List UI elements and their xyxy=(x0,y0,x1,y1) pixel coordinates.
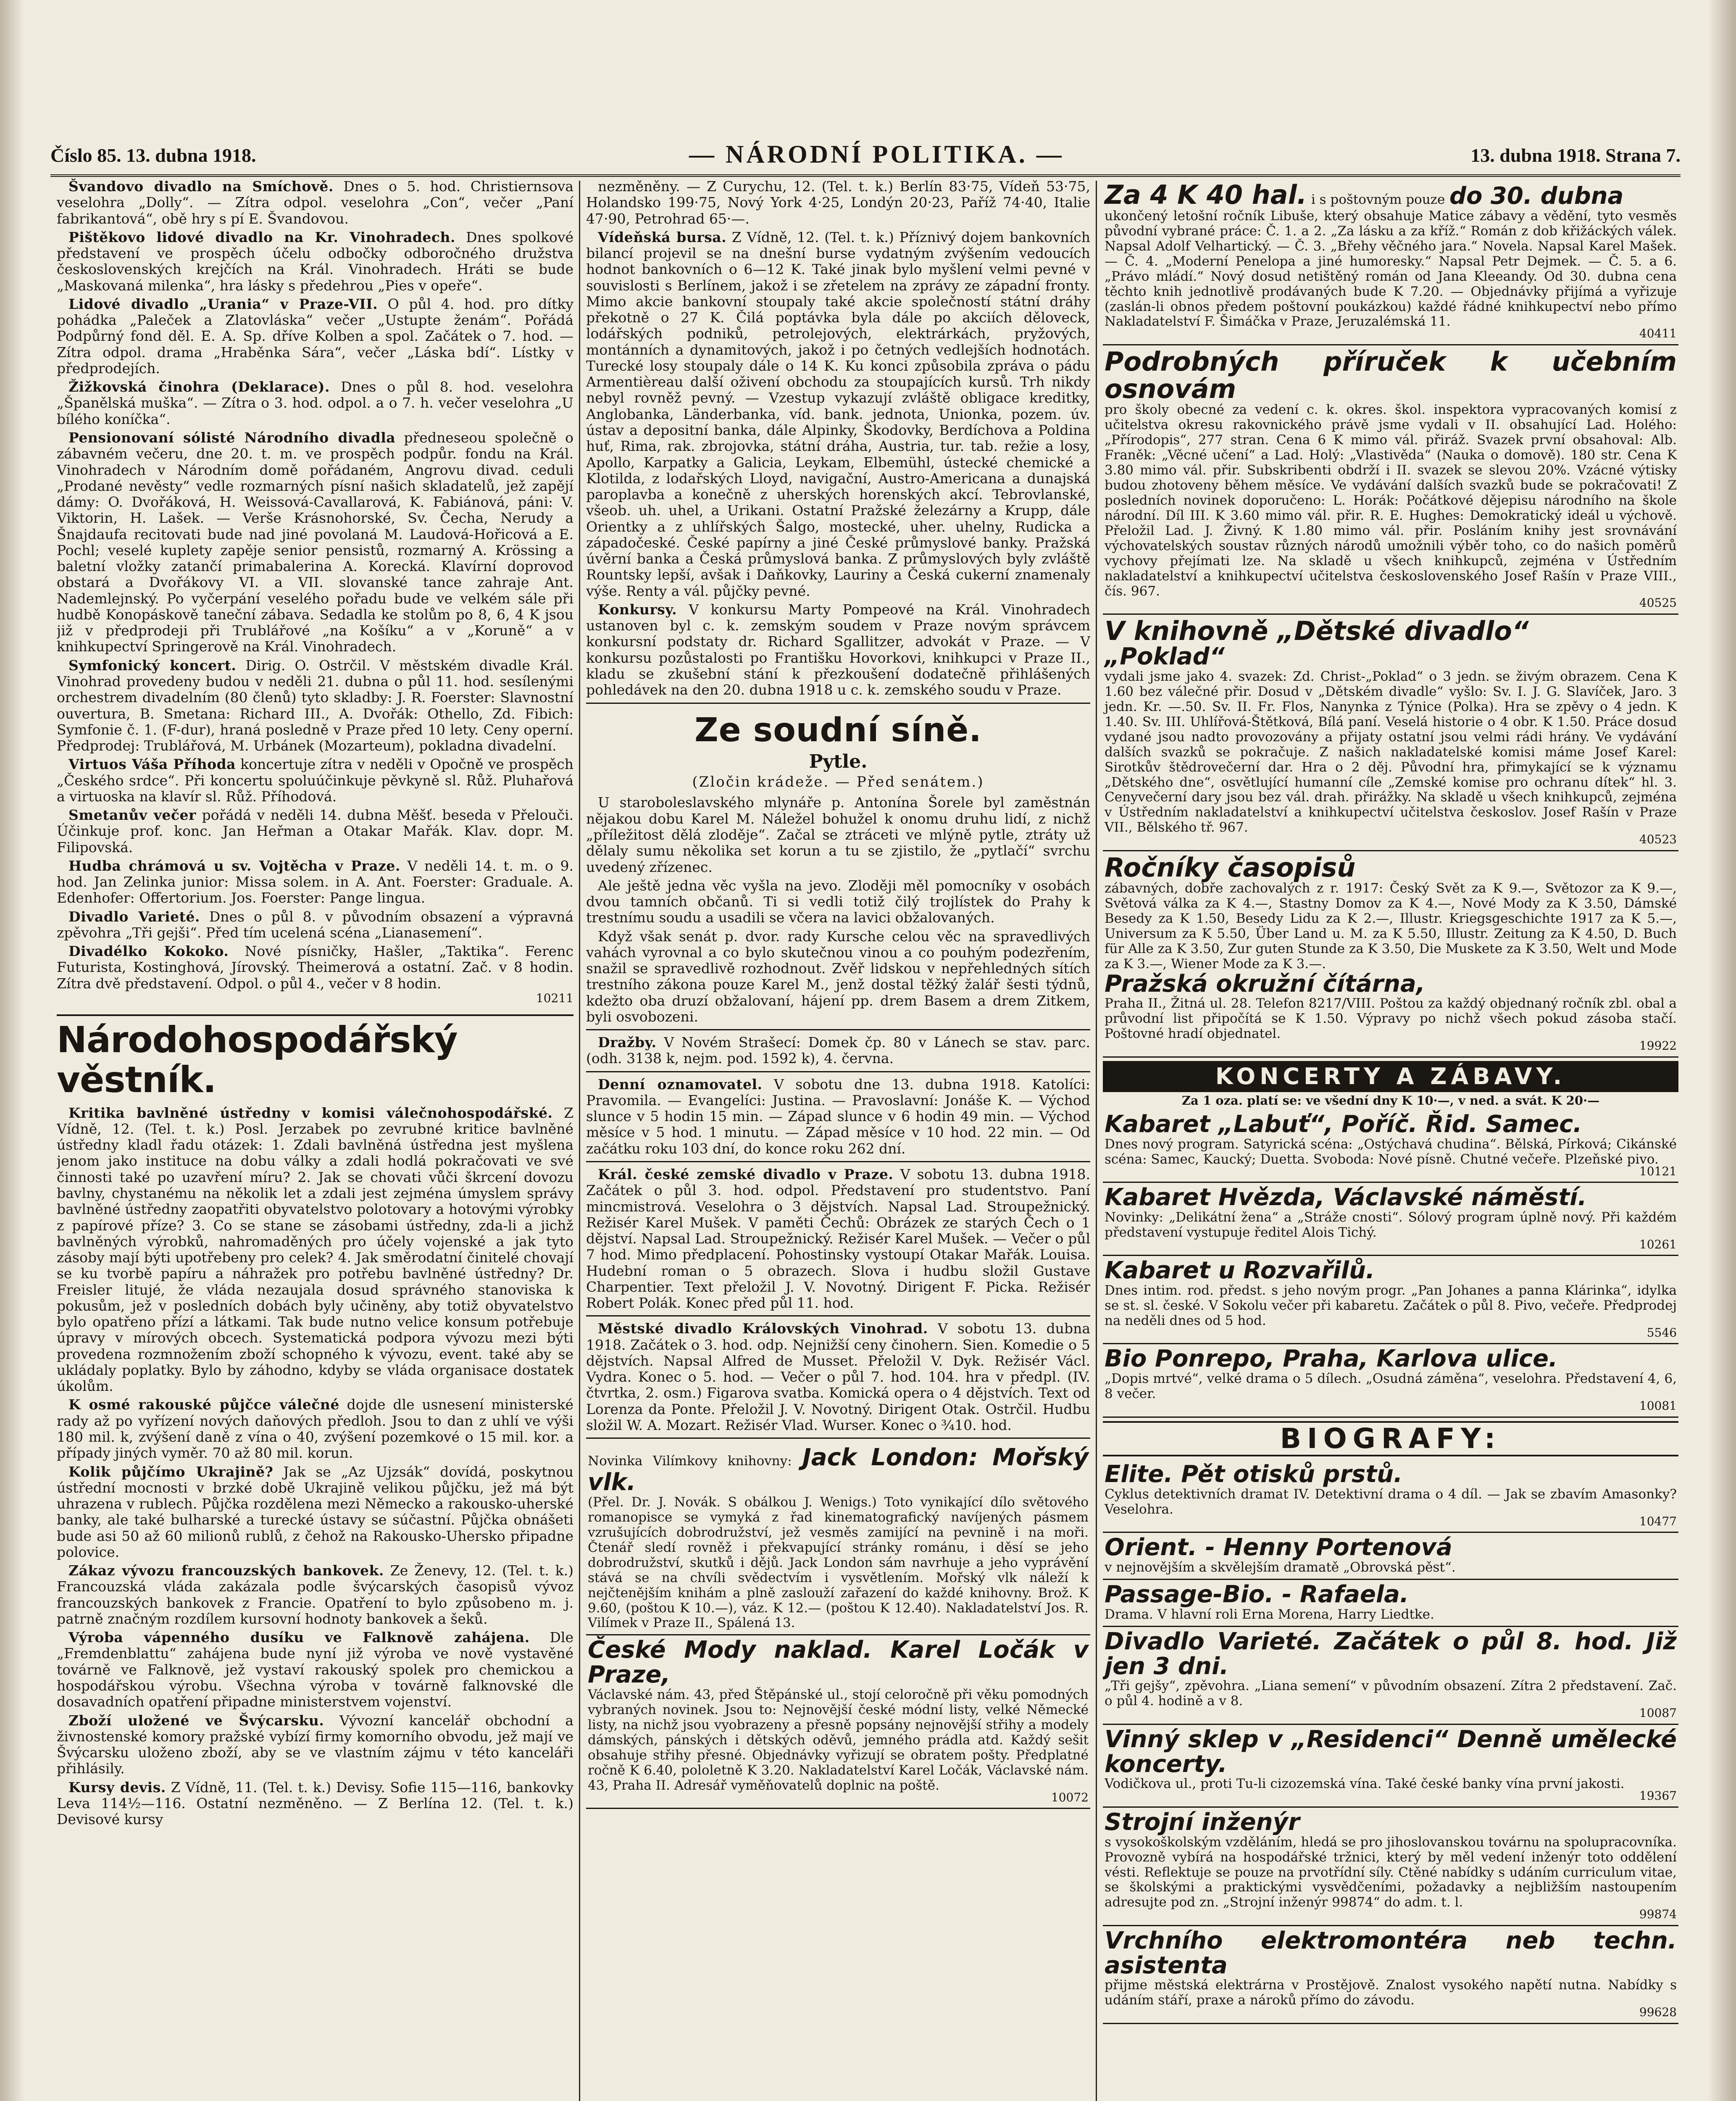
venue-name: Divadlo Varieté. Začátek o půl 8. hod. Již jen 3 dni. xyxy=(1105,1627,1677,1680)
venue-ad xyxy=(1103,1627,1678,1725)
venue-text: Novinky: „Delikátní žena“ a „Stráže cnosti“. Sólový program úplně nový. Při každém představení vystupuje ředitel Alois Tichý. xyxy=(1105,1209,1677,1240)
ad-code: 19922 xyxy=(1639,1039,1677,1053)
finance-notice xyxy=(586,179,1090,227)
scan-edge-right xyxy=(1707,0,1736,2101)
notice-text: nezměněny. — Z Curychu, 12. (Tel. t. k.) Berlín 83·75, Vídeň 53·75, Holandsko 199·75, Nový York 4·25, Londýn 20·23, Paříž 74·40, Italie 47·90, Petrohrad 65·—. xyxy=(586,179,1090,227)
notice-text: O půl 4. hod. pro dítky pohádka „Paleček a Zlatovláska“ večer „Ustupte ženám“. Pořádá Podpůrný fond děl. E. A. Sp. dříve Kolben a spol. Začátek o 7. hod. — Zítra odpol. drama „Hraběnka Sára“, večer „Láska bdí“. Lístky v předprodejích. xyxy=(57,295,573,376)
economy-notice xyxy=(57,1105,573,1395)
theatre-notice xyxy=(57,909,573,941)
notice-text: V konkursu Marty Pompeové na Král. Vinohradech ustanoven byl c. k. zemským soudem v Praze novým správcem konkursní podstaty dr. Richard Sgallitzer, advokát v Praze. — V konkursu pozůstalosti po Františku Hovorkovi, knihkupci v Praze II., kladu se zkušební stání k přezkoušení dodatečně přihlášených pohledávek na den 20. dubna 1918 u c. k. zemského soudu v Praze. xyxy=(586,601,1090,698)
notice-headline: Pensionovaní sólisté Národního divadla xyxy=(68,429,396,446)
economy-notices xyxy=(57,1105,573,1828)
venue-ads xyxy=(1103,1110,1678,2024)
venue-text: „Dopis mrtvé“, velké drama o 5 dílech. „Osudná záměna“, veselohra. Představení 4, 6, 8 večer. xyxy=(1105,1371,1677,1402)
ad-headline-line xyxy=(1105,181,1677,209)
venue-text: přijme městská elektrárna v Prostějově. Znalost vysokého napětí nutna. Nabídky s udáním stáří, praxe a nároků přímo do závodu. xyxy=(1105,1977,1677,2008)
ad-code: 40525 xyxy=(1639,596,1677,610)
venue-text: v nejnovějším a skvělejším dramatě „Obrovská pěst“. xyxy=(1105,1560,1456,1575)
theatre-notice xyxy=(57,229,573,294)
theatre-notice xyxy=(57,756,573,805)
notice-text: Dnes o 5. hod. Christiernsova veselohra „Dolly“. — Zítra odpol. veselohra „Con“, večer „Paní fabrikantová“, obě hry s pí E. Švandovou. xyxy=(57,179,573,227)
venue-text: Drama. V hlavní roli Erna Morena, Harry Liedtke. xyxy=(1105,1606,1434,1622)
notice-headline: Kritika bavlněné ústředny v komisi válečnohospodářské. xyxy=(68,1104,553,1121)
page-number: 13. dubna 1918. Strana 7. xyxy=(1470,145,1681,166)
ad-ad2 xyxy=(1103,345,1678,615)
national-theatre-program: Král. české zemské divadlo v Praze. V sobotu 13. dubna 1918. Začátek o půl 3. hod. odpol. Představení pro studentstvo. Paní mincmistrová. Veselohra o 3 dějstvích. Napsal Lad. Stroupežnický. Režisér Karel Mušek. V paměti Čechů: Obrázek ze starých Čech o 1 dějství. Napsal Lad. Stroupežnický. Režisér Karel Mušek. — Večer o půl 7 hod. Mimo předplacení. Pohostinsky vystoupí Otakar Mařák. Louisa. Hudební roman o 5 obrazech. Slova i hudbu složil Gustave Charpentier. Text přeložil J. V. Novotný. Dirigent F. Picka. Režisér Robert Polák. Konec před půl 11. hod. xyxy=(586,1166,1090,1311)
divider xyxy=(586,1071,1090,1072)
ad-ad4 xyxy=(1103,851,1678,1058)
divider xyxy=(586,1315,1090,1316)
notice-headline: Virtuos Váša Příhoda xyxy=(68,756,236,773)
venue-name: Vinný sklep v „Residenci“ Denně umělecké koncerty. xyxy=(1105,1725,1677,1778)
notice-headline: Zákaz vývozu francouzských bankovek. xyxy=(68,1562,384,1579)
venue-text: Dnes nový program. Satyrická scéna: „Ostýchavá chudina“. Bělská, Pírková; Cikánské scéna: Samec, Kaucký; Duetta. Svoboda: Nové písně. Chutné večeře. Plzeňské pivo. xyxy=(1105,1136,1677,1167)
ad-headline: V knihovně „Dětské divadlo“ xyxy=(1105,615,1529,646)
auction-notice: Dražby. V Novém Strašecí: Domek čp. 80 v Lánech se stav. parc. (odh. 3138 k, nejm. pod. 1592 k), 4. června. xyxy=(586,1034,1090,1067)
notice-headline: Kolik půjčímo Ukrajině? xyxy=(68,1463,274,1480)
notice-headline: Pištěkovo lidové divadlo na Kr. Vinohradech. xyxy=(68,229,455,245)
court-paragraph: Když však senát p. dvor. rady Kursche celou věc na spravedlivých vahách vyrovnal a co bylo skutečnou vinou a co pouhým podezřením, snažil se spravedlivě rozhodnout. Zvěř lidskou v nepřehledných sítích trestního zákona pouze Karel M., jenž dostal těžký žalář šesti týdnů, kdežto oba druzí obžalovaní, hájení pp. drem Basem a drem Zitkem, byli osvobozeni. xyxy=(586,928,1090,1025)
court-paragraph: U staroboleslavského mlynáře p. Antonína Šorele byl zaměstnán nějakou dobu Karel M. Náležel bohužel k onomu druhu lidí, z nichž „příležitost dělá zloděje“. Začal se ztráceti ve mlýně pytle, ztráty už dělaly sumu několika set korun a tu se zjistilo, že „pytlačí“ svrchu uvedený zřízenec. xyxy=(586,794,1090,875)
notice-headline: Lidové divadlo „Urania“ v Praze-VII. xyxy=(68,295,378,312)
notice-headline: Symfonický koncert. xyxy=(68,657,237,674)
divider xyxy=(586,1161,1090,1162)
fashion-ad-locak: České Mody naklad. Karel Ločák v Praze, Václavské nám. 43, před Štěpánské ul., stojí celoročně při věku pomodných vybraných novinek. Jsou to: Nejnovější české módní listy, velké Německé listy, na nichž jsou vyobrazeny a přesně popsány nejnovější střihy a modely dámských, pánských i dětských oděvů, jemného prádla atd. Každý sešit obsahuje střihy přesné. Objednávky vyřizují se obratem pošty. Předplatné ročně K 6.40, pololetně K 3.20. Nakladatelství Karel Ločák, Václavské nám. 43, Praha II. Adresář vyměňovatelů doplnic na poště. 10072 xyxy=(586,1635,1090,1809)
ad-headline: Podrobných příruček k učebním osnovám xyxy=(1105,346,1677,404)
venue-ad xyxy=(1103,1926,1678,2024)
ad-code: 10087 xyxy=(1639,1706,1677,1720)
venue-ad xyxy=(1103,1256,1678,1344)
ad-code: 99874 xyxy=(1639,1907,1677,1922)
economy-notice xyxy=(57,1780,573,1828)
concerts-banner: KONCERTY A ZÁBAVY. xyxy=(1103,1061,1678,1093)
venue-name: Kabaret Hvězda, Václavské náměstí. xyxy=(1105,1184,1587,1211)
economy-notice xyxy=(57,1464,573,1561)
court-article-title: Pytle. xyxy=(809,750,868,772)
notice-text: Z Vídně, 12. (Tel. t. k.) Posl. Jerzabek po zevrubné kritice bavlněné ústředny kladl řadu otázek: 1. Zdali bavlněná ústředna jest myšlena jenom jako instituce na dobu války a zdali hodlá pokračovati ve své činnosti také po uzavření míru? 2. Jak se chovati vůči škrcení dovozu bavlny, chystanému na několik let a zdali jest zejména úmyslem správy bavlněné ústředny zaopatřiti obyvatelstvo polotovary a hotovými výrobky z papírové příze? 3. Co se stane se zásobami ústředny, zda-li a jichž bavlněných výrobků, nahromaděných pro účely vojenské a jak tyto zásoby mají býti upotřebeny pro celek? 4. Jak směrodatní činitelé chovají se ku tvorbě papíru a náhražek pro potřebu bavlněné ústředny? Dr. Freisler litujé, že vláda nezaujala dosud správného stanoviska k pokusům, jež v posledních dobách byly učiněny, aby totiž obyvatelstvo bylo opatřeno přízí a látkami. Tak bude nutno velice konsum potřebuje úpravy v mírových obcech. Systematická podpora vývozu mezi býti provedena rozmnožením zboží schopného k vývozu, event. také aby se ukládaly poplatky. Bylo by záhodno, kdyby se vláda organisace dostatek úkolům. xyxy=(57,1104,573,1395)
ad-code: 10081 xyxy=(1639,1399,1677,1413)
theatre-notice xyxy=(57,943,573,992)
notice-headline: Divadlo Varieté. xyxy=(68,908,200,925)
column-1 xyxy=(57,179,573,2101)
ad-code: 19367 xyxy=(1639,1789,1677,1803)
venue-name: Strojní inženýr xyxy=(1105,1808,1300,1836)
theatre-notice xyxy=(57,430,573,655)
column-2 xyxy=(586,179,1090,2101)
ad-subheadline: „Poklad“ xyxy=(1105,643,1225,671)
court-paragraph: Ale ještě jedna věc vyšla na jevo. Zloději měl pomocníky v osobách dvou tamních občanů. Ti si vedli totiž čilý trojlístek do Prahy k trestnímu soudu a usadili se včera na lavici obžalovaných. xyxy=(586,877,1090,926)
venue-ad xyxy=(1103,1808,1678,1926)
notice-headline: K osmé rakouské půjčce válečné xyxy=(68,1396,339,1413)
ad-code: 10261 xyxy=(1639,1237,1677,1251)
divider xyxy=(586,703,1090,704)
notice-text: Vývozní kancelář obchodní a živnostenské komory pražské vybízí firmy komorního obvodu, jež mají ve Švýcarsku uloženo zboží, aby se ve vlastním zájmu v této kanceláři přihlásily. xyxy=(57,1712,573,1777)
notice-text: koncertuje zítra v neděli v Opočně ve prospěch „Českého srdce“. Při koncertu spoluúčinkuje pěvkyně sl. Růž. Pluhařová a virtuoska na klavír sl. Růž. Příhodová. xyxy=(57,756,573,805)
venue-text: Cyklus detektivních dramat IV. Detektivní drama o 4 díl. — Jak se zbavím Amasonky? Veselohra. xyxy=(1105,1486,1677,1517)
daily-calendar: Denní oznamovatel. V sobotu dne 13. dubna 1918. Katolíci: Pravomila. — Evangelíci: Justina. — Pravoslavní: Jonáše K. — Východ slunce v 5 hodin 15 min. — Západ slunce v 6 hodin 49 min. — Východ měsíce v 5 hod. 1 minutu. — Západ měsíce v 10 hod. 22 min. — Od začátku roku 103 dní, do konce roku 262 dní. xyxy=(586,1076,1090,1157)
city-theatre-program: Městské divadlo Královských Vinohrad. V sobotu 13. dubna 1918. Začátek o 3. hod. odp. Nejnižší ceny činohern. Sien. Komedie o 5 dějstvích. Napsal Alfred de Musset. Přeložil V. Dyk. Režisér Václ. Vydra. Konec o 5. hod. — Večer o půl 7. hod. 104. hra v předpl. (IV. čtvrtka, 2. osm.) Figarova svatba. Komická opera o 4 dějstvích. Text od Lorenza da Ponte. Přeložil J. V. Novotný. Dirigent Otak. Ostrčil. Hudbu složil W. A. Mozart. Režisér Vlad. Wurser. Konec o ¾10. hod. xyxy=(586,1320,1090,1433)
notice-text: Ze Ženevy, 12. (Tel. t. k.) Francouzská vláda zakázala podle švýcarských časopisů vývoz francouzských bankovek z Francie. Opatření to bylo způsobeno m. j. patrně značným rozdílem kursovní hodnoty bankovek a šeků. xyxy=(57,1562,573,1627)
ad-code: 10121 xyxy=(1639,1164,1677,1178)
venue-name: Kabaret u Rozvařilů. xyxy=(1105,1257,1375,1285)
venue-ad xyxy=(1103,1580,1678,1627)
theatre-notice xyxy=(57,658,573,754)
theatre-notices xyxy=(57,179,573,1005)
venue-ad xyxy=(1103,1183,1678,1256)
venue-ad xyxy=(1103,1344,1678,1417)
notice-text: Dnes spolkové představení ve prospěch účelu odbočky odboročného družstva československých krejčích na Král. Vinohradech. Hráti se bude „Maskovaná milenka“, hra lásky s předehrou „Pies v opeře“. xyxy=(57,229,573,294)
finance-notices xyxy=(586,179,1090,698)
venue-text: s vysokoškolským vzděláním, hledá se pro jihoslovanskou továrnu na spolupracovníka. Provozně vybírá na hospodářské tržnici, který by měl vedení inženýr toto oddělení vésti. Reflektuje se pouze na prvotřídní síly. Ctěné nabídky s udáním curriculum vitae, se školskými a praktickými vysvědčeními, požadavky a nejbližším nastoupením adresujte pod zn. „Strojní inženýr 99874“ do adm. t. l. xyxy=(1105,1834,1677,1910)
economy-notice xyxy=(57,1630,573,1710)
notice-text: V neděli 14. t. m. o 9. hod. Jan Zelinka junior: Missa solem. in A. Ant. Foerster: Graduale. A. Edenhofer: Offertorium. Jos. Foerster: Pange lingua. xyxy=(57,857,573,906)
notice-headline: Výroba vápenného dusíku ve Falknově zahájena. xyxy=(68,1629,530,1646)
notice-text: Dnes o půl 8. v původním obsazení a výpravná zpěvohra „Tři gejši“. Před tím ucelená scéna „Lianasemení“. xyxy=(57,908,573,941)
notice-text: dojde dle usnesení ministerské rady až po vyřízení nových daňových předloh. Jsou to dan z uhlí ve výši 180 mil. k, zvýšení daně z vína o 40, zvýšení pozemkové o 15 mil. kor. a případy jiných vyměr. 70 až 80 mil. korun. xyxy=(57,1396,573,1461)
column-3 xyxy=(1103,179,1678,2101)
economy-notice xyxy=(57,1397,573,1461)
notice-text: Dle „Fremdenblattu“ zahájena bude nyní již výroba ve nově vystavěné továrně ve Falknově, jež vystaví rakouský spolek pro chemickou a hospodářskou výrobu. Všechna výroba v továrně falknovské dle dosavadních opatření připadne ministerstvem vojenství. xyxy=(57,1629,573,1710)
ad-subheadline: Pražská okružní čítárna, xyxy=(1105,970,1426,998)
ad-headline: Ročníky časopisů xyxy=(1105,852,1356,883)
ad-headline-line xyxy=(1105,617,1677,645)
notice-text: Dnes o půl 8. hod. veselohra „Španělská muška“. — Zítra o 3. hod. odpol. a o 7. h. večer veselohra „U bílého koníčka“. xyxy=(57,379,573,427)
ad-text: Praha II., Žitná ul. 28. Telefon 8217/VIII. Poštou za každý objednaný ročník zbl. obal a průvodní list připočítá se K 1.50. Výpravy po nichž všech pokud zásoba stačí. Poštovné hradí objednatel. xyxy=(1105,996,1677,1042)
notice-headline: Švandovo divadlo na Smíchově. xyxy=(68,179,334,195)
biograph-banner: BIOGRAFY: xyxy=(1103,1421,1678,1457)
court-section-title: Ze soudní síně. xyxy=(694,711,982,749)
venue-name: Passage-Bio. - Rafaela. xyxy=(1105,1581,1409,1609)
theatre-notice xyxy=(57,807,573,856)
court-article-body xyxy=(586,795,1090,1025)
economy-notice xyxy=(57,1713,573,1777)
theatre-notice xyxy=(57,179,573,227)
ad-code: 10211 xyxy=(536,991,573,1006)
venue-name: Vrchního elektromontéra neb techn. asistenta xyxy=(1105,1927,1677,1979)
venue-ad xyxy=(1103,1460,1678,1533)
notice-text: Nové písničky, Hašler, „Taktika“. Ferenc Futurista, Kostinghová, Jírovský. Theimerová a ostatní. Zač. v 8 hodin. Zítra dvě představení. Odpol. o půl 4., večer v 8 hodin. xyxy=(57,943,573,992)
venue-text: Vodičkova ul., proti Tu-li cizozemská vína. Také české banky vína první jakosti. xyxy=(1105,1776,1625,1792)
venue-ad xyxy=(1103,1110,1678,1183)
notice-text: Dirig. O. Ostrčil. V městském divadle Král. Vinohrad provedeny budou v neděli 21. dubna o půl 11. hod. sesílenými orchestrem divadelním (80 členů) tyto skladby: J. R. Foerster: Slavnostní ouvertura, B. Smetana: Richard III., A. Dvořák: Othello, Zd. Fibich: Symfonie č. 1. (F-dur), hraná posledně v Praze před 10 lety. Ceny operní. Předprodej: Trublářová, M. Urbánek (Mozarteum), pokladna divadelní. xyxy=(57,657,573,754)
economy-section-title: Národohospodářský věstník. xyxy=(57,1014,573,1100)
ad-headline: Jack London: Mořský vlk. xyxy=(588,1444,1089,1496)
book-ads xyxy=(1103,179,1678,1058)
notice-text: pořádá v neděli 14. dubna Měšť. beseda v Přelouči. Účinkuje prof. konc. Jan Heřman a Otakar Mařák. Klav. dopr. M. Filipovská. xyxy=(57,807,573,856)
divider xyxy=(586,1029,1090,1030)
venue-text: „Tři gejšy“, zpěvohra. „Liana semení“ v původním obsazení. Zítra 2 představení. Zač. o půl 4. hodině a v 8. xyxy=(1105,1678,1677,1709)
venue-name: Bio Ponrepo, Praha, Karlova ulice. xyxy=(1105,1345,1558,1373)
divider xyxy=(586,1438,1090,1439)
finance-notice xyxy=(586,602,1090,698)
theatre-notice xyxy=(57,379,573,427)
venue-name: Kabaret „Labuť“, Poříč. Řid. Samec. xyxy=(1105,1110,1582,1138)
concerts-price-note: Za 1 oza. platí se: ve všední dny K 10·—, v ned. a svát. K 20·— xyxy=(1181,1093,1600,1108)
ad-pretext: i s poštovným pouze xyxy=(1311,192,1445,207)
ad-headline-line xyxy=(1105,854,1677,881)
column-divider xyxy=(579,181,580,2101)
venue-name: Elite. Pět otisků prstů. xyxy=(1105,1461,1403,1488)
ad-text: vydali jsme jako 4. svazek: Zd. Christ-„Poklad“ o 3 jedn. se živým obrazem. Cena K 1.60 bez válečné přir. Dosud v „Dětském divadle“ vyšlo: Sv. I. J. G. Slavíček, Jaro. 3 jedn. Kr. —.50. Sv. II. Fr. Flos, Nanynka z Týnice (Polka). Hra se zpěvy o 4 jedn. K 1.40. Sv. III. Uhlířová-Štětková, Bílá paní. Veselá historie o 4 obr. K 1.50. Práce dosud vydané jsou nadto provozovány a přijaty ostatní jsou velmi rádi hrány. Ve vydávání dalších svazků se pokračuje. Z našich nakladatelské komisi máme Josef Karel: Sirotkův štědrovečerní dar. Hra o 2 děj. Původní hra, přimykající se k významu „Dětského dne“, osvětlující humanní cíle „Zemské komise pro ochranu dítek“ hl. 3. Cenyvečerní dary jsou bez vál. drah. přirážky. Na skladě u všech knihkupců, zejména v Ústředním nakladatelství a knihkupectví učitelstva českoslov. Josef Rašín v Praze VII., Bělského tř. 967. xyxy=(1105,669,1677,835)
finance-notice xyxy=(586,229,1090,599)
ad-code: 40523 xyxy=(1639,832,1677,847)
masthead-title: — NÁRODNÍ POLITIKA. — xyxy=(689,140,1064,168)
ad-headline-line xyxy=(1105,348,1677,403)
court-article-subtitle: (Zločin krádeže. — Před senátem.) xyxy=(692,774,984,790)
ad-code: 10477 xyxy=(1639,1514,1677,1528)
notice-headline: Zboží uložené ve Švýcarsku. xyxy=(68,1712,324,1729)
ad-headline: České Mody naklad. Karel Ločák v Praze, xyxy=(588,1636,1089,1689)
ad-ad3 xyxy=(1103,615,1678,851)
venue-name: Orient. - Henny Portenová xyxy=(1105,1534,1452,1561)
notice-headline: Divadélko Kokoko. xyxy=(68,943,229,960)
economy-notice xyxy=(57,1563,573,1627)
ad-code: 5546 xyxy=(1647,1325,1677,1340)
ad-code: 40411 xyxy=(1639,326,1677,341)
column-divider xyxy=(1096,181,1097,2101)
notice-text: Jak se „Az Ujzsák“ dovídá, poskytnou ústřední mocnosti v brzké době Ukrajině velikou půjčku, jež má být uhrazena v rublech. Půjčka rozdělena mezi Německo a rakousko-uherské banky, ale také bulharské a turecké ústavy se súčastní. Půjčka obnášeti bude asi 50 až 60 milionů rublů, z čehož na Rakousko-Uhersko připadne polovice. xyxy=(57,1463,573,1560)
notice-headline: Hudba chrámová u sv. Vojtěcha v Praze. xyxy=(68,857,400,874)
ad-text: pro školy obecné za vedení c. k. okres. škol. inspektora vypracovaných komisí z učitelstva okresu rakovnického právě jsme vydali v II. obsahující Lad. Holého: „Přírodopis“, 277 stran. Cena 6 K mimo vál. přiráž. Svazek první obsahoval: Alb. Franěk: „Věcné učení“ a Lad. Holý: „Vlastivěda“ (Nauka o domově). 180 str. Cena K 3.80 mimo vál. přir. Subskribenti obdrží i II. svazek se slevou 20%. Vzácné výtisky budou zhotoveny během měsíce. Ve vydávání dalších svazků bude se pokračovati! Z posledních novinek doporučeno: L. Horák: Počátkové dějepisu národního na škole národní. Díl III. K 3.60 mimo vál. přir. R. E. Hughes: Demokratický ideál u výchově. Přeložil Lad. J. Živný. K 1.80 mimo vál. přir. Posláním knihy jest srovnávání výchovatelských soustav různých národů umožnili výběr toho, co do našich poměrů vychovy přejímati lze. Na skladě u všech knihkupců, zejména v Ústředním nakladatelství a knihkupectví učitelstva československého Josef Rašín v Praze VIII., čís. 967. xyxy=(1105,402,1677,599)
scan-edge-left xyxy=(0,0,25,2101)
notice-text: Z Vídně, 11. (Tel. t. k.) Devisy. Sofie 115—116, bankovky Leva 114½—116. Ostatní nezměněno. — Z Berlína 12. (Tel. t. k.) Devisové kursy xyxy=(57,1779,573,1828)
ad-text: zábavných, dobře zachovalých z r. 1917: Český Svět za K 9.—, Světozor za K 9.—, Světová válka za K 4.—, Stastny Domov za K 4.—, Nové Mody za K 3.50, Dámské Besedy za K 1.50, Besedy Lidu za K 2.—, Illustr. Kriegsgeschichte 1917 za K 5.—, Universum za K 5.50, Über Land u. M. za K 5.50, Illustr. Zeitung za K 4.50, D. Buch für Alle za K 3.50, Zur guten Stunde za K 3.50, Die Muskete za K 3.50, Welt und Mode za K 3.—, Wiener Mode za K 3.—. xyxy=(1105,880,1677,972)
notice-headline: Smetanův večer xyxy=(68,807,196,824)
issue-number: Číslo 85. 13. dubna 1918. xyxy=(50,145,256,166)
notice-headline: Konkursy. xyxy=(598,601,677,618)
notice-text: Z Vídně, 12. (Tel. t. k.) Příznivý dojem bankovních bilancí projevil se na dnešní burse vydatným zvýšením vedoucích hodnot bankovních o 6—12 K. Také jinak bylo myšlení velmi pevné v souvislosti s Berlínem, jakož i se zřetelem na zprávy ze západní fronty. Mimo akcie bankovní stoupaly také akcie společností státní dráhy překotně o 27 K. Čilá poptávka byla dále po akciích děloveck, lodářských podniků, petrolejových, elektrárkách, pryžových, montánních a dynamitových, jakož i po četných vedlejších hodnotách. Turecké losy stoupaly dále o 14 K. Ku konci způsobila zpráva o pádu Armentièreau další oživení obchodu za stoupajících kursů. Trh nikdy nebyl rovněž pevný. — Vzestup vykazují zvláště obligace kreditky, Anglobanka, Länderbanka, víd. bank. jednota, Unionka, pozem. úv. ústav a depositní banka, dále Alpinky, Škodovky, Berdíchova a Poldina huť, Rima, rak. zbrojovka, státní dráha, Austria, tur. tab. režie a losy, Apollo, Karpatky a Galicia, Leykam, Elbemühl, ústecké chemické a Klotilda, z lodařských Lloyd, navigační, Austro-Americana a dunajská paroplavba a konečně z uherských horenských akcí. Tebrovlanské, všeob. uh. uhel, a Urikani. Ostatní Pražské železárny a Krupp, dále Orientky a z uhlířských Šalgo, mostecké, uher. uhelny, Rudicka a západočeské. České papírny a jiné České průmyslové banky. Pražská úvěrní banka a Česká průmyslová banka. Z průmyslových byly zvláště Rountsky lepší, avšak i Daňkovky, Lauriny a Česká cukerní znamenaly výše. Renty a vál. půjčky pevné. xyxy=(586,229,1090,599)
book-ad-jack-london: Novinka Vilímkovy knihovny: Jack London: Mořský vlk. (Přel. Dr. J. Novák. S obálkou J. Wenigs.) Toto vynikající dílo světového romanopisce se vymyká z řad kinematografický navíjených pásmem vzrušujících dobrodružství, jež vesměs zamijící na pevnině i na moři. Čtenář sledí rovněž i překvapující stránky románu, i děsí se jeho dobrodružství, skutků i dějů. Jack London sám navrhuje a jeho vyprávění stává se na chvíli svědectvím i vysvětlením. Mořský vlk náleží k nejčtenějším knihám a plně zaslouží zařazení do každé knihovny. Brož. K 9.60, (poštou K 10.—), váz. K 12.— (poštou K 12.40). Nakladatelství Jos. R. Vilímek v Praze II., Spálená 13. xyxy=(586,1443,1090,1635)
ad-text: ukončený letošní ročník Libuše, který obsahuje Matice zábavy a vědění, tyto vesměs původní vybrané práce: Č. 1. a 2. „Za lásku a za kříž.“ Román z dob křižáckých válek. Napsal Adolf Velhartický. — Č. 3. „Břehy věčného jara.“ Novela. Napsal Karel Mašek. — Č. 4. „Moderní Penelopa a jiné humoresky.“ Napsal Petr Dejmek. — Č. 5. a 6. „Právo mládí.“ Nový dosud netištěný román od Jana Kleeandy. Od 30. dubna cena těchto knih jednotlivě prodávaných bude K 7.20. — Objednávky přijímá a vyřizuje (zaslán-li obnos předem poštovní poukázkou) každé řádné knihkupectví nebo přímo Nakladatelství F. Šimáčka v Praze, Jeruzalémská 11. xyxy=(1105,208,1677,329)
venue-text: Dnes intim. rod. předst. s jeho novým progr. „Pan Johanes a panna Klárinka“, idylka se st. sl. české. V Sokolu večer při kabaretu. Začátek o půl 8. Pivo, večeře. Předprodej na neděli dnes od 5 hod. xyxy=(1105,1283,1677,1329)
notice-headline: Kursy devis. xyxy=(68,1779,166,1796)
notice-headline: Žižkovská činohra (Deklarace). xyxy=(68,379,330,395)
ad-ad1 xyxy=(1103,179,1678,345)
notice-text: předneseou společně o zábavném večeru, dne 20. t. m. ve prospěch podpůr. fondu na Král. Vinohradech v Národním domě pořádaném, Angrovu divad. ceduli „Prodané nevěsty“ vedle rozmarných písní našich skladatelů, jež zapějí dámy: O. Dvořáková, H. Weissová-Cavallarová, K. Fabiánová, páni: V. Viktorin, H. Lašek. — Verše Krásnohorské, Sv. Čecha, Nerudy a Šnajdaufa recitovati bude nad jiné povolaná M. Laudová-Hořicová a E. Pochl; veselé kuplety zapěje senior pensistů, rozmarný A. Krössing a baletní vložky zatančí primabalerina A. Korecká. Klavírní doprovod obstará a Dvořákovy VI. a VII. slovanské tance zahraje Ant. Nademlejnský. Po vyčerpání veselého pořadu bude ve velkém sále při hudbě Konopáskově taneční zábava. Sedadla ke stolům po 8, 6, 4 K jsou již v předprodeji při Trublářové „na Košíku“ a v „Koruně“ a v knihkupectví Springerově na Král. Vinohradech. xyxy=(57,429,573,655)
theatre-notice xyxy=(57,296,573,376)
notice-headline: Vídeňská bursa. xyxy=(598,229,727,245)
ad-headline-tail: do 30. dubna xyxy=(1449,182,1624,210)
venue-ad xyxy=(1103,1725,1678,1808)
ad-headline: Za 4 K 40 hal. xyxy=(1105,179,1307,210)
venue-ad xyxy=(1103,1533,1678,1580)
page-header xyxy=(50,137,1681,177)
theatre-notice xyxy=(57,858,573,906)
ad-code: 99628 xyxy=(1639,2005,1677,2019)
